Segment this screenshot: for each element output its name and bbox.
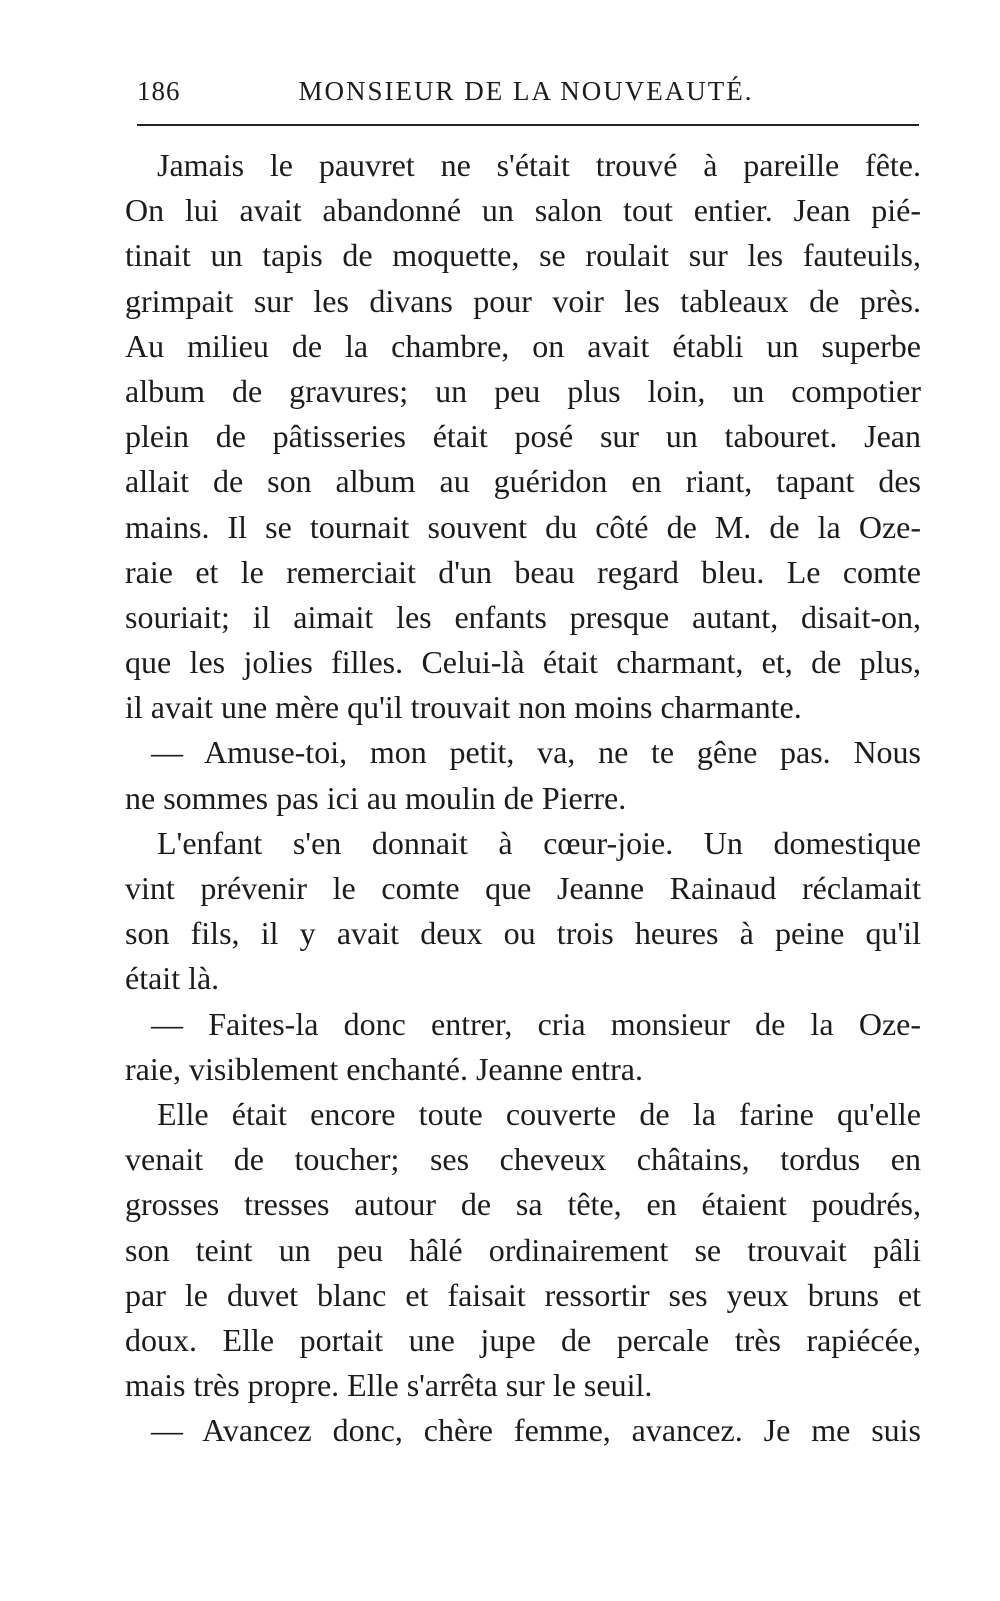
text-line: — Amuse-toi, mon petit, va, ne te gêne pas. Nous	[151, 734, 921, 771]
text-line: raie et le remerciait d'un beau regard bleu. Le comte	[125, 553, 921, 590]
text-line: plein de pâtisseries était posé sur un tabouret. Jean	[125, 418, 921, 455]
text-line: par le duvet blanc et faisait ressortir ses yeux bruns et	[125, 1276, 921, 1313]
text-line: Elle était encore toute couverte de la farine qu'elle	[157, 1095, 921, 1132]
page-number: 186	[137, 76, 181, 106]
text-line: que les jolies filles. Celui-là était charmant, et, de plus,	[125, 644, 921, 681]
body-text	[125, 143, 921, 1453]
text-line: était là.	[125, 960, 220, 997]
text-line: il avait une mère qu'il trouvait non moins charmante.	[125, 689, 802, 726]
running-title: MONSIEUR DE LA NOUVEAUTÉ.	[298, 76, 754, 106]
text-line: vint prévenir le comte que Jeanne Rainaud réclamait	[125, 870, 921, 906]
text-line: L'enfant s'en donnait à cœur-joie. Un domestique	[157, 824, 921, 861]
text-line: allait de son album au guéridon en riant, tapant des	[125, 463, 921, 500]
text-line: raie, visiblement enchanté. Jeanne entra.	[125, 1050, 643, 1087]
text-line: grosses tresses autour de sa tête, en étaient poudrés,	[125, 1186, 921, 1223]
text-line: souriait; il aimait les enfants presque autant, disait-on,	[125, 598, 921, 635]
text-line: — Faites-la donc entrer, cria monsieur de la Oze-	[151, 1005, 921, 1042]
text-line: ne sommes pas ici au moulin de Pierre.	[125, 779, 627, 816]
text-line: album de gravures; un peu plus loin, un compotier	[125, 372, 921, 409]
text-line: grimpait sur les divans pour voir les tableaux de près.	[125, 282, 921, 319]
text-line: tinait un tapis de moquette, se roulait sur les fauteuils,	[125, 237, 921, 274]
text-line: mains. Il se tournait souvent du côté de M. de la Oze-	[125, 508, 921, 545]
text-line: venait de toucher; ses cheveux châtains, tordus en	[125, 1141, 921, 1178]
page-header	[137, 72, 915, 112]
text-line: Au milieu de la chambre, on avait établi un superbe	[125, 327, 921, 364]
text-line: son teint un peu hâlé ordinairement se trouvait pâli	[125, 1231, 921, 1268]
text-line: — Avancez donc, chère femme, avancez. Je me suis	[151, 1412, 921, 1449]
text-line: doux. Elle portait une jupe de percale très rapiécée,	[125, 1321, 921, 1358]
text-line: mais très propre. Elle s'arrêta sur le seuil.	[125, 1367, 653, 1404]
text-line: On lui avait abandonné un salon tout entier. Jean pié-	[125, 192, 921, 229]
text-line: son fils, il y avait deux ou trois heures à peine qu'il	[125, 915, 921, 952]
header-rule	[137, 124, 919, 126]
text-line: Jamais le pauvret ne s'était trouvé à pareille fête.	[157, 147, 921, 183]
